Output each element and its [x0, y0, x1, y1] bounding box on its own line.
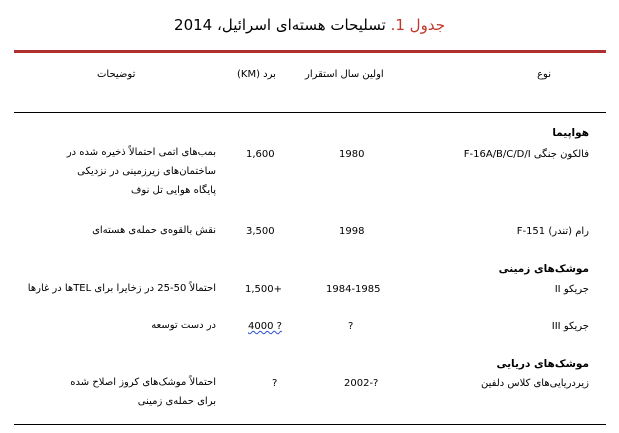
row-notes — [20, 279, 216, 298]
row-range: ? — [272, 378, 278, 389]
row-range: 1,600 — [246, 149, 275, 160]
table-bottom-rule — [14, 424, 606, 425]
row-notes — [20, 221, 216, 240]
note-line: برای حمله‌ی زمینی — [137, 396, 216, 407]
row-year: 1984-1985 — [326, 284, 381, 295]
header-divider — [14, 112, 606, 113]
row-notes — [20, 373, 216, 411]
note-line: احتمالاً 50-25 در زخایرا برای TELها در غارها — [27, 283, 216, 294]
table-number: جدول 1. — [390, 16, 445, 34]
row-type: جریکو II — [554, 284, 589, 295]
row-year: 1980 — [339, 149, 365, 160]
row-year: ? — [348, 321, 354, 332]
row-notes — [20, 143, 216, 200]
col-header-first-year: اولین سال استقرار — [305, 69, 384, 80]
row-type: جریکو III — [551, 321, 589, 332]
section-label: هواپیما — [552, 127, 589, 139]
col-header-range: برد (KM) — [237, 69, 276, 80]
title-divider — [14, 50, 606, 53]
note-line: بمب‌های اتمی احتمالاً ذخیره شده در — [66, 147, 216, 158]
row-type: فالکون جنگی F-16A/B/C/D/I — [463, 149, 589, 160]
row-notes — [20, 316, 216, 335]
col-header-notes: توضیحات — [97, 69, 136, 80]
table-title — [0, 16, 619, 34]
section-label: موشک‌های دریایی — [496, 358, 589, 370]
row-year: 1998 — [339, 226, 365, 237]
row-range: 1,500+ — [245, 284, 283, 295]
row-type: زیردریایی‌های کلاس دلفین — [481, 378, 589, 389]
table-caption: تسلیحات هسته‌ای اسرائیل، 2014 — [174, 16, 391, 34]
row-range: 4000 ? — [248, 321, 282, 332]
note-line: در دست توسعه — [151, 320, 216, 331]
row-year: 2002-? — [344, 378, 379, 389]
note-line: ساختمان‌های زیرزمینی در نزدیکی — [77, 166, 216, 177]
note-line: نقش بالقوه‌ی حمله‌ی هسته‌ای — [92, 225, 216, 236]
note-line: پایگاه هوایی تل نوف — [131, 185, 216, 196]
row-range: 3,500 — [246, 226, 275, 237]
section-label: موشک‌های زمینی — [498, 263, 589, 275]
row-type: رام (تندر) F-151 — [516, 226, 589, 237]
col-header-type: نوع — [537, 69, 551, 80]
note-line: احتمالاً موشک‌های کروز اصلاح شده — [70, 377, 216, 388]
